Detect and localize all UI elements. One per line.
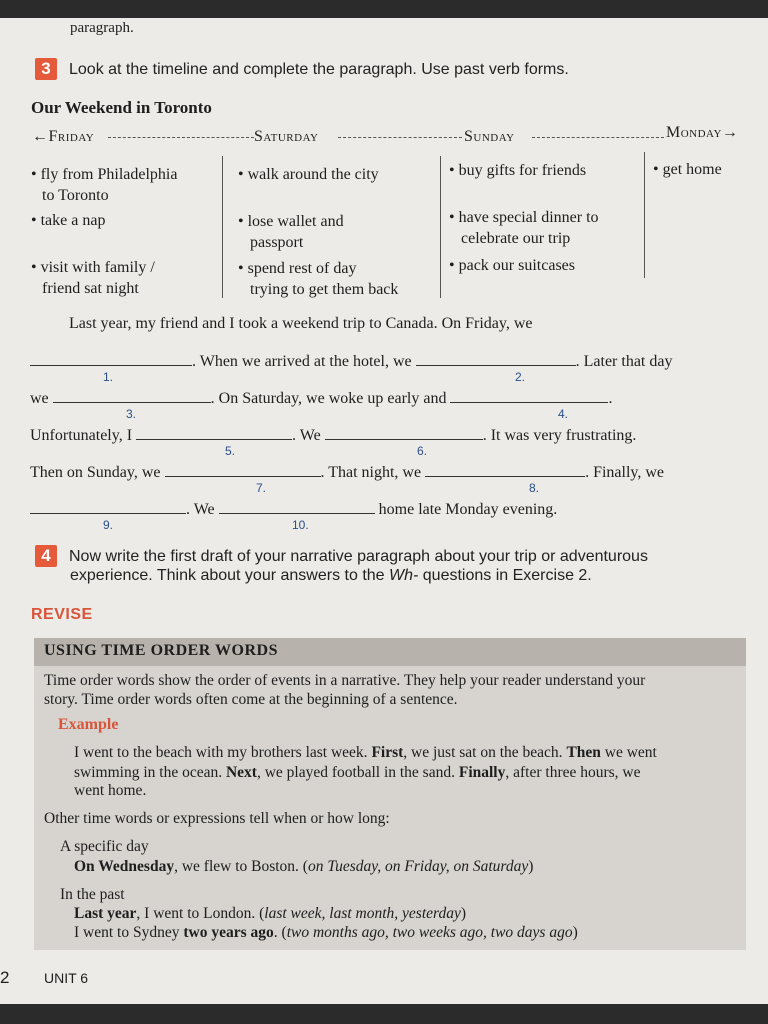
- example-line: I went to Sydney two years ago. (two months ago, two weeks ago, two days ago): [74, 924, 578, 941]
- paragraph-line-4: Then on Sunday, we . That night, we . Finally, we: [30, 464, 665, 481]
- timeline-monday: Monday→: [666, 124, 739, 141]
- blank-number: 2.: [515, 370, 526, 384]
- timeline-item: celebrate our trip: [461, 230, 571, 247]
- blank-number: 8.: [529, 481, 540, 495]
- timeline-item: • fly from Philadelphia: [31, 166, 178, 183]
- box-heading: USING TIME ORDER WORDS: [44, 642, 279, 659]
- timeline-item: • get home: [653, 161, 722, 178]
- answer-blank-10[interactable]: [219, 499, 375, 514]
- blank-number: 7.: [256, 481, 267, 495]
- timeline-dash: [338, 137, 462, 138]
- unit-label: UNIT 6: [44, 970, 89, 986]
- box-text: Time order words show the order of events in a narrative. They help your reader understand your: [44, 672, 646, 689]
- time-order-words-box: [34, 638, 746, 950]
- timeline-item: • walk around the city: [238, 166, 379, 183]
- exercise-3-instruction: Look at the timeline and complete the paragraph. Use past verb forms.: [69, 61, 569, 78]
- column-divider: [644, 152, 645, 278]
- blank-number: 5.: [225, 444, 236, 458]
- page-number: 2: [0, 968, 10, 987]
- box-text: story. Time order words often come at the beginning of a sentence.: [44, 691, 458, 708]
- timeline-item: passport: [250, 234, 304, 251]
- blank-number: 3.: [126, 407, 137, 421]
- example-line: Last year, I went to London. (last week, last month, yesterday): [74, 905, 467, 922]
- box-text: Other time words or expressions tell when or how long:: [44, 810, 390, 827]
- answer-blank-6[interactable]: [325, 425, 483, 440]
- timeline-dash: [532, 137, 664, 138]
- paragraph-line-2: we . On Saturday, we woke up early and .: [30, 390, 613, 407]
- paragraph-line-1: . When we arrived at the hotel, we . Later that day: [30, 351, 672, 371]
- exercise-4-line-2: experience. Think about your answers to the Wh- questions in Exercise 2.: [70, 567, 592, 584]
- timeline-dash: [108, 137, 254, 138]
- blank-number: 1.: [103, 370, 114, 384]
- answer-blank-5[interactable]: [136, 425, 292, 440]
- timeline-item: • lose wallet and: [238, 213, 344, 230]
- timeline-item: • visit with family /: [31, 259, 155, 276]
- example-label: Example: [58, 716, 119, 733]
- timeline-sunday: Sunday: [464, 128, 515, 145]
- subheading: In the past: [60, 886, 125, 903]
- textbook-page: [0, 18, 768, 1004]
- column-divider: [440, 156, 441, 298]
- answer-blank-9[interactable]: [30, 499, 186, 514]
- answer-blank-7[interactable]: [165, 462, 321, 477]
- exercise-3-header: [35, 58, 569, 80]
- timeline-friday: ←Friday: [32, 128, 95, 145]
- exercise-4-header: [35, 545, 648, 567]
- subheading: A specific day: [60, 838, 149, 855]
- timeline-item: to Toronto: [42, 187, 109, 204]
- blank-number: 10.: [292, 518, 309, 532]
- answer-blank-8[interactable]: [425, 462, 585, 477]
- timeline-item: friend sat night: [42, 280, 139, 297]
- answer-blank-4[interactable]: [450, 388, 608, 403]
- answer-blank-3[interactable]: [53, 388, 211, 403]
- timeline-item: trying to get them back: [250, 281, 399, 298]
- blank-number: 9.: [103, 518, 114, 532]
- timeline-saturday: Saturday: [254, 128, 319, 145]
- top-fragment: paragraph.: [70, 20, 134, 36]
- timeline-item: • have special dinner to: [449, 209, 599, 226]
- example-line: went home.: [74, 782, 147, 799]
- exercise-number-badge: 4: [35, 545, 57, 567]
- exercise-number-badge: 3: [35, 58, 57, 80]
- answer-blank-1[interactable]: [30, 351, 192, 366]
- paragraph-line-5: . We home late Monday evening.: [30, 499, 557, 519]
- revise-heading: REVISE: [31, 606, 93, 623]
- example-line: swimming in the ocean. Next, we played football in the sand. Finally, after three hours, we: [74, 764, 641, 781]
- timeline-item: • pack our suitcases: [449, 257, 576, 274]
- blank-number: 4.: [558, 407, 569, 421]
- timeline-item: • spend rest of day: [238, 260, 357, 277]
- paragraph-line-3: Unfortunately, I . We . It was very frustrating.: [30, 427, 637, 444]
- exercise-4-line-1: Now write the first draft of your narrative paragraph about your trip or adventurous: [69, 548, 648, 565]
- blank-number: 6.: [417, 444, 428, 458]
- box-heading-bar: [34, 638, 746, 666]
- timeline-item: • take a nap: [31, 212, 106, 229]
- example-line: On Wednesday, we flew to Boston. (on Tuesday, on Friday, on Saturday): [74, 858, 534, 875]
- example-line: I went to the beach with my brothers last week. First, we just sat on the beach. Then we went: [74, 744, 657, 761]
- column-divider: [222, 156, 223, 298]
- timeline-title: Our Weekend in Toronto: [31, 98, 212, 117]
- timeline-item: • buy gifts for friends: [449, 162, 587, 179]
- answer-blank-2[interactable]: [416, 351, 576, 366]
- paragraph-intro: Last year, my friend and I took a weekend trip to Canada. On Friday, we: [69, 315, 533, 332]
